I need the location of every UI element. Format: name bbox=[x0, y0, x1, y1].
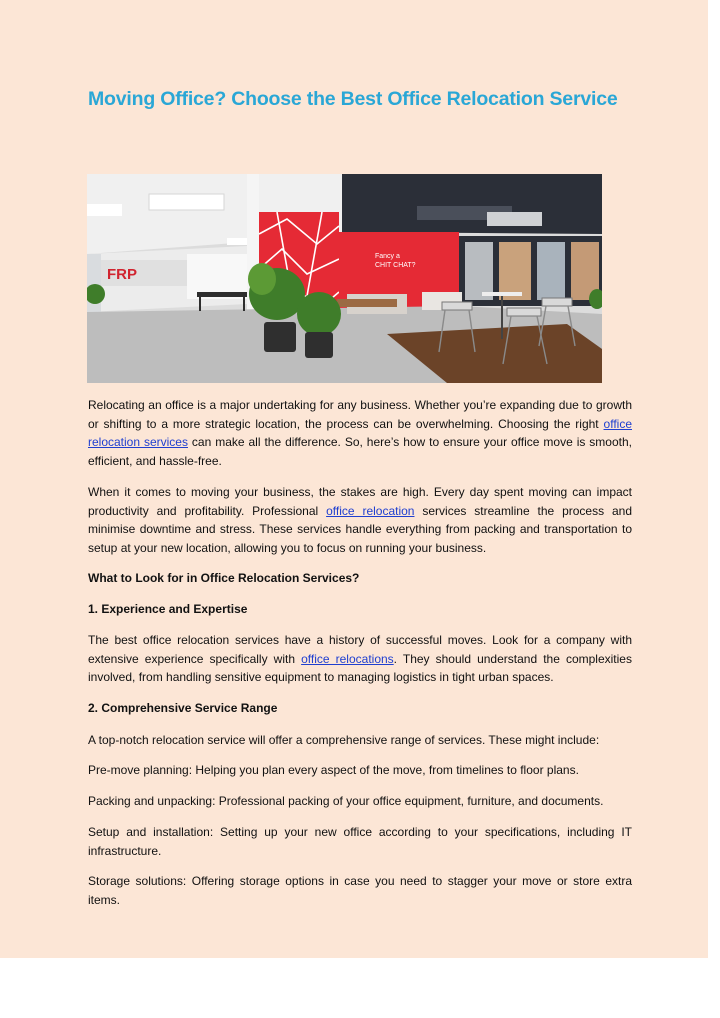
wall-sign-line2: CHIT CHAT? bbox=[375, 262, 416, 269]
wall-sign-line1: Fancy a bbox=[375, 253, 400, 260]
paragraph-service-range: A top-notch relocation service will offer a comprehensive range of services. These might include: bbox=[88, 733, 600, 747]
paragraph-intro bbox=[88, 396, 632, 470]
paragraph-setup: Setup and installation: Setting up your new office according to your specifications, including IT infrastructure. bbox=[88, 825, 632, 858]
paragraph-intro-text-a: Relocating an office is a major undertaking for any business. Whether you’re expanding due to growth or shifting to a more strategic location, the process can be overwhelming. Choosing the right bbox=[88, 398, 632, 431]
office-photo-illustration bbox=[87, 174, 602, 383]
paragraph-storage: Storage solutions: Offering storage options in case you need to stagger your move or store extra items. bbox=[88, 874, 632, 907]
heading-what-to-look-for: What to Look for in Office Relocation Services? bbox=[88, 571, 360, 585]
office-relocations-link[interactable]: office relocations bbox=[301, 651, 394, 666]
paragraph-stakes-text-a: When it comes to moving your business, the stakes are high. Every day spent moving can impact productivity and profitability. Professional bbox=[88, 485, 632, 518]
office-relocation-services-link[interactable]: office relocation services bbox=[88, 416, 632, 450]
heading-service-range: 2. Comprehensive Service Range bbox=[88, 701, 278, 715]
paragraph-packing: Packing and unpacking: Professional packing of your office equipment, furniture, and documents. bbox=[88, 794, 604, 808]
office-relocation-link[interactable]: office relocation bbox=[326, 503, 415, 518]
heading-experience: 1. Experience and Expertise bbox=[88, 602, 248, 616]
frp-sign-text: FRP bbox=[107, 266, 137, 283]
paragraph-experience-text-a: The best office relocation services have a history of successful moves. Look for a company with extensive experience specifically with bbox=[88, 633, 632, 666]
paragraph-pre-move: Pre-move planning: Helping you plan every aspect of the move, from timelines to floor plans. bbox=[88, 763, 579, 777]
paragraph-stakes-text-b: services streamline the process and minimise downtime and stress. These services handle everything from packing and transportation to setup at your new location, allowing you to focus on running your business. bbox=[88, 503, 632, 555]
paragraph-intro-text-b: can make all the difference. So, here’s how to ensure your office move is smooth, efficient, and hassle-free. bbox=[88, 435, 632, 468]
office-photo bbox=[87, 174, 602, 383]
paragraph-experience bbox=[88, 631, 632, 687]
paragraph-stakes bbox=[88, 483, 632, 557]
paragraph-experience-text-b: . They should understand the complexities involved, from handling sensitive equipment to managing logistics in tight urban spaces. bbox=[88, 651, 632, 685]
page-title: Moving Office? Choose the Best Office Relocation Service bbox=[88, 88, 618, 110]
